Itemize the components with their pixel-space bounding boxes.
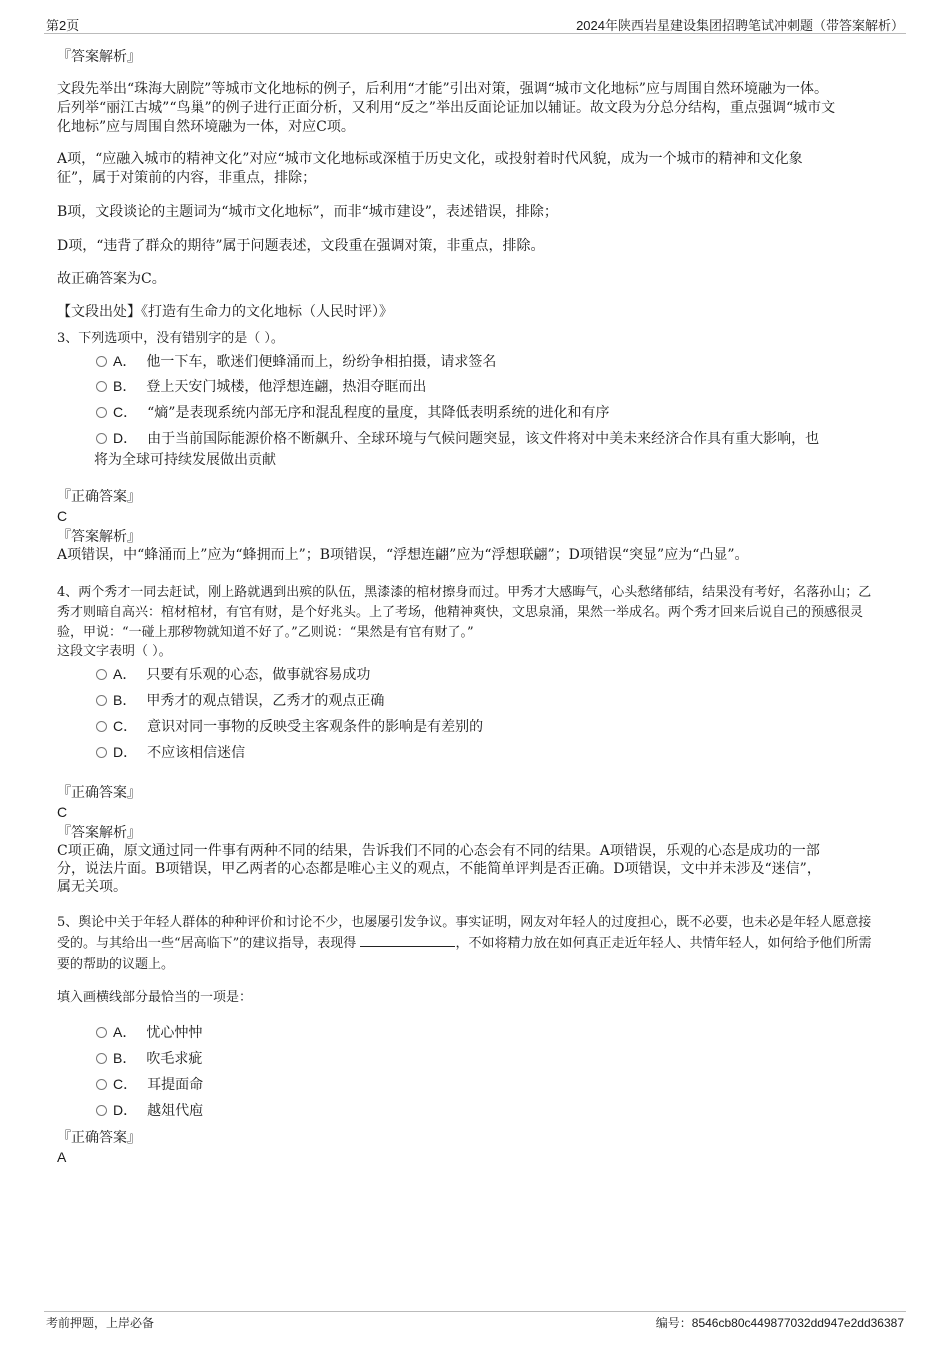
radio-icon[interactable]: [96, 356, 107, 367]
q4-option-b[interactable]: B． 甲秀才的观点错误，乙秀才的观点正确: [96, 691, 384, 711]
q4-option-d[interactable]: D． 不应该相信迷信: [96, 743, 245, 763]
footer-divider: [44, 1311, 906, 1312]
q4-stem-line: 验，甲说：“一碰上那秽物就知道不好了。”乙则说：“果然是有官有财了。”: [57, 625, 474, 640]
q4-analysis-line: 属无关项。: [57, 879, 127, 895]
footer-code: 编号：8546cb80c449877032dd947e2dd36387: [655, 1316, 904, 1330]
q3-analysis: A项错误，中“蜂涌而上”应为“蜂拥而上”；B项错误，“浮想连翩”应为“浮想联翩”；D项错误“突显”应为“凸显”。: [57, 547, 749, 563]
radio-icon[interactable]: [96, 1053, 107, 1064]
radio-icon[interactable]: [96, 407, 107, 418]
q4-analysis-title: 『答案解析』: [57, 825, 141, 841]
q5-answer: A: [57, 1149, 67, 1165]
q4-answer-title: 『正确答案』: [57, 785, 141, 801]
q5-prompt: 填入画横线部分最恰当的一项是：: [57, 990, 253, 1005]
q4-stem-prompt: 这段文字表明（ ）。: [57, 644, 172, 659]
radio-icon[interactable]: [96, 433, 107, 444]
q2-analysis-line: 后列举“丽江古城”“鸟巢”的例子进行正面分析，又利用“反之”举出反面论证加以辅证。故文段为分总分结构，重点强调“城市文: [57, 100, 836, 116]
q3-analysis-title: 『答案解析』: [57, 529, 141, 545]
q4-stem-line: 秀才则暗自高兴：棺材棺材，有官有财，是个好兆头。上了考场，他精神爽快，文思泉涌，果然一举成名。两个秀才回来后说自己的预感很灵: [57, 605, 864, 620]
radio-icon[interactable]: [96, 1079, 107, 1090]
q3-stem: 3、下列选项中，没有错别字的是（ ）。: [57, 331, 284, 346]
radio-icon[interactable]: [96, 747, 107, 758]
q3-option-c[interactable]: C． “熵”是表现系统内部无序和混乱程度的量度，其降低表明系统的进化和有序: [96, 403, 609, 423]
q4-analysis-line: 分，说法片面。B项错误，甲乙两者的心态都是唯心主义的观点，不能简单评判是否正确。D项错误，文中并未涉及“迷信”，: [57, 861, 821, 877]
q3-answer: C: [57, 508, 68, 524]
q3-answer-title: 『正确答案』: [57, 489, 141, 505]
q5-stem-line: 5、舆论中关于年轻人群体的种种评价和讨论不少，也屡屡引发争议。事实证明，网友对年轻人的过度担心，既不必要，也未必是年轻人愿意接: [57, 915, 872, 930]
q4-option-c[interactable]: C． 意识对同一事物的反映受主客观条件的影响是有差别的: [96, 717, 483, 737]
page-number: 第2页: [46, 18, 80, 33]
q2-analysis-line: 化地标”应与周围自然环境融为一体，对应C项。: [57, 119, 355, 135]
radio-icon[interactable]: [96, 721, 107, 732]
q5-option-b[interactable]: B． 吹毛求疵: [96, 1049, 202, 1069]
q4-stem-line: 4、两个秀才一同去赶试，刚上路就遇到出殡的队伍，黑漆漆的棺材擦身而过。甲秀才大感晦气，心头愁绪郁结，结果没有考好，名落孙山；乙: [57, 585, 872, 600]
q2-analysis-line: 文段先举出“珠海大剧院”等城市文化地标的例子，后利用“才能”引出对策，强调“城市文化地标”应与周围自然环境融为一体。: [57, 81, 828, 97]
q4-option-a[interactable]: A． 只要有乐观的心态，做事就容易成功: [96, 665, 370, 685]
q5-answer-title: 『正确答案』: [57, 1130, 141, 1146]
q3-option-d[interactable]: D． 由于当前国际能源价格不断飙升、全球环境与气候问题突显，该文件将对中美未来经济合作具有重大影响，也: [96, 429, 819, 449]
header-divider: [44, 33, 906, 34]
q3-option-b[interactable]: B． 登上天安门城楼，他浮想连翩，热泪夺眶而出: [96, 377, 426, 397]
q5-option-d[interactable]: D． 越俎代庖: [96, 1101, 203, 1121]
radio-icon[interactable]: [96, 1105, 107, 1116]
q4-analysis-line: C项正确，原文通过同一件事有两种不同的结果，告诉我们不同的心态会有不同的结果。A项错误，乐观的心态是成功的一部: [57, 843, 820, 859]
q2-conclusion: 故正确答案为C。: [57, 271, 166, 287]
footer-slogan: 考前押题，上岸必备: [46, 1316, 155, 1330]
q3-option-d-continued: 将为全球可持续发展做出贡献: [94, 452, 276, 468]
q2-source: 【文段出处】《打造有生命力的文化地标（人民时评）》: [57, 304, 393, 320]
q2-option-d-analysis: D项，“违背了群众的期待”属于问题表述，文段重在强调对策，非重点，排除。: [57, 238, 545, 254]
q4-answer: C: [57, 804, 68, 820]
q5-stem-line: 受的。与其给出一些“居高临下”的建议指导，表现得 ，不如将精力放在如何真正走近年轻人、共情年轻人，如何给予他们所需: [57, 936, 872, 951]
q5-option-a[interactable]: A． 忧心忡忡: [96, 1023, 202, 1043]
document-title: 2024年陕西岩星建设集团招聘笔试冲刺题（带答案解析）: [576, 18, 904, 33]
radio-icon[interactable]: [96, 669, 107, 680]
radio-icon[interactable]: [96, 1027, 107, 1038]
fill-in-blank[interactable]: [360, 934, 455, 947]
q3-option-a[interactable]: A． 他一下车，歌迷们便蜂涌而上，纷纷争相拍摄，请求签名: [96, 352, 496, 372]
q5-option-c[interactable]: C． 耳提面命: [96, 1075, 203, 1095]
q2-option-a-analysis: A项，“应融入城市的精神文化”对应“城市文化地标或深植于历史文化，或投射着时代风貌，成为一个城市的精神和文化象: [57, 151, 803, 167]
q2-option-b-analysis: B项，文段谈论的主题词为“城市文化地标”，而非“城市建设”，表述错误，排除；: [57, 204, 558, 220]
radio-icon[interactable]: [96, 381, 107, 392]
q2-analysis-title: 『答案解析』: [57, 49, 141, 65]
q2-option-a-analysis: 征”，属于对策前的内容，非重点，排除；: [57, 170, 317, 186]
q5-stem-line: 要的帮助的议题上。: [57, 957, 175, 972]
radio-icon[interactable]: [96, 695, 107, 706]
